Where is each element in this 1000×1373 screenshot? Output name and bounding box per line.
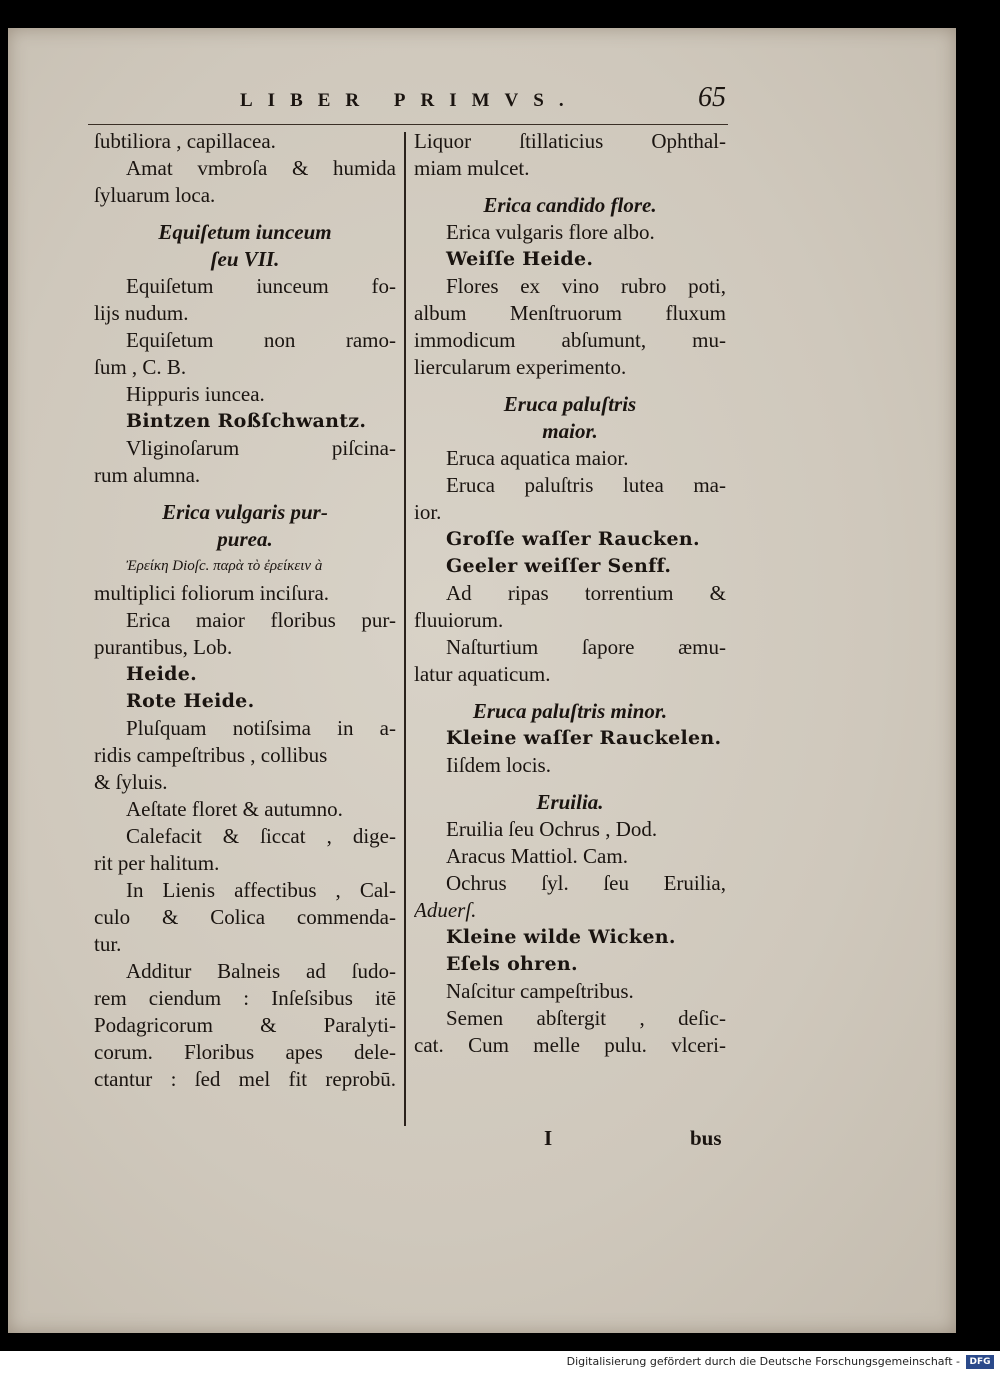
text-line: lijs nudum. xyxy=(94,301,189,325)
text-line: miam mulcet. xyxy=(414,156,530,180)
text-line: Aracus Mattiol. Cam. xyxy=(446,844,628,868)
text-line: Podagricorum & Paralyti- xyxy=(94,1013,396,1037)
entry-heading: Eruilia. xyxy=(536,790,604,814)
text-line: ſum , C. B. xyxy=(94,355,187,379)
text-line: Equiſetum non ramo- xyxy=(126,328,396,352)
text-line: album Menſtruorum fluxum xyxy=(414,301,726,325)
text-line: cat. Cum melle pulu. vlceri- xyxy=(414,1033,726,1057)
entry-heading: Erica candido flore. xyxy=(483,193,657,217)
signature-mark: I xyxy=(544,1126,553,1150)
text-line: ſubtiliora , capillacea. xyxy=(94,129,276,153)
text-line: Pluſquam notiſsima in a- xyxy=(126,716,396,740)
text-line: Calefacit & ſiccat , dige- xyxy=(126,824,396,848)
funding-credit: Digitalisierung gefördert durch die Deutsche Forschungsgemeinschaft - xyxy=(566,1355,960,1368)
dfg-logo: DFG xyxy=(966,1355,994,1369)
text-line: Erica vulgaris flore albo. xyxy=(446,220,655,244)
entry-heading: maior. xyxy=(542,419,598,443)
text-line: Vliginoſarum piſcina- xyxy=(126,436,396,460)
text-line: Iiſdem locis. xyxy=(446,753,551,777)
text-line: In Lienis affectibus , Cal- xyxy=(126,878,396,902)
text-line: Naſcitur campeſtribus. xyxy=(446,979,634,1003)
right-column xyxy=(414,128,726,1059)
footer-bar xyxy=(0,1351,1000,1373)
text-line: Flores ex vino rubro poti, xyxy=(446,274,726,298)
column-rule xyxy=(404,132,406,1126)
text-line: Eruca aquatica maior. xyxy=(446,446,629,470)
text-line: Kleine waſſer Rauckelen. xyxy=(446,727,722,749)
text-line: Eſels ohren. xyxy=(446,953,578,975)
text-line: ſyluarum loca. xyxy=(94,183,216,207)
text-line: ridis campeſtribus , collibus xyxy=(94,743,328,767)
text-line: Additur Balneis ad ſudo- xyxy=(126,959,396,983)
text-line: rit per halitum. xyxy=(94,851,220,875)
text-line: fluuiorum. xyxy=(414,608,504,632)
text-line: Kleine wilde Wicken. xyxy=(446,926,676,948)
text-line: Geeler weiſſer Senff. xyxy=(446,555,672,577)
text-line: immodicum abſumunt, mu- xyxy=(414,328,726,352)
text-line: rem ciendum : Inſeſsibus itē xyxy=(94,986,396,1010)
text-line: Aduerſ. xyxy=(414,898,477,922)
text-line: Eruilia ſeu Ochrus , Dod. xyxy=(446,817,658,841)
text-line: Ad ripas torrentium & xyxy=(446,581,726,605)
text-line: Heide. xyxy=(126,663,198,685)
text-line: Rote Heide. xyxy=(126,690,255,712)
text-line: Ἐρείκη Dioſc. παρὰ τὸ ἐρείκειν à xyxy=(126,558,323,574)
text-line: Hippuris iuncea. xyxy=(126,382,265,406)
text-line: rum alumna. xyxy=(94,463,201,487)
text-line: liercularum experimento. xyxy=(414,355,627,379)
entry-heading: Equiſetum iunceum xyxy=(158,220,332,244)
text-line: Naſturtium ſapore æmu- xyxy=(446,635,726,659)
text-line: tur. xyxy=(94,932,122,956)
text-line: ctantur : ſed mel fit reprobū. xyxy=(94,1067,396,1091)
entry-heading: ſeu VII. xyxy=(210,247,280,271)
text-line: Amat vmbroſa & humida xyxy=(126,156,396,180)
header-rule xyxy=(88,124,728,125)
running-title: LIBER PRIMVS. xyxy=(240,90,579,111)
text-line: latur aquaticum. xyxy=(414,662,551,686)
text-line: ior. xyxy=(414,500,442,524)
text-line: Ochrus ſyl. ſeu Eruilia, xyxy=(446,871,726,895)
text-line: Groſſe waſſer Raucken. xyxy=(446,528,700,550)
text-line: Aeſtate floret & autumno. xyxy=(126,797,343,821)
text-line: multiplici foliorum inciſura. xyxy=(94,581,330,605)
text-line: purantibus, Lob. xyxy=(94,635,233,659)
entry-heading: Eruca paluſtris xyxy=(503,392,637,416)
text-line: Liquor ſtillaticius Ophthal- xyxy=(414,129,726,153)
catchword: bus xyxy=(690,1126,722,1150)
text-line: Weiſſe Heide. xyxy=(446,248,594,270)
text-line: Eruca paluſtris lutea ma- xyxy=(446,473,726,497)
page-header xyxy=(240,82,730,116)
text-line: Equiſetum iunceum fo- xyxy=(126,274,396,298)
text-line: & ſyluis. xyxy=(94,770,168,794)
text-line: corum. Floribus apes dele- xyxy=(94,1040,396,1064)
entry-heading: Eruca paluſtris minor. xyxy=(472,699,668,723)
page-number: 65 xyxy=(698,82,726,113)
entry-heading: Erica vulgaris pur- xyxy=(162,500,328,524)
text-line: culo & Colica commenda- xyxy=(94,905,396,929)
text-line: Bintzen Roßſchwantz. xyxy=(126,410,367,432)
entry-heading: purea. xyxy=(217,527,273,551)
left-column xyxy=(94,128,396,1093)
text-line: Semen abſtergit , deſic- xyxy=(446,1006,726,1030)
text-line: Erica maior floribus pur- xyxy=(126,608,396,632)
